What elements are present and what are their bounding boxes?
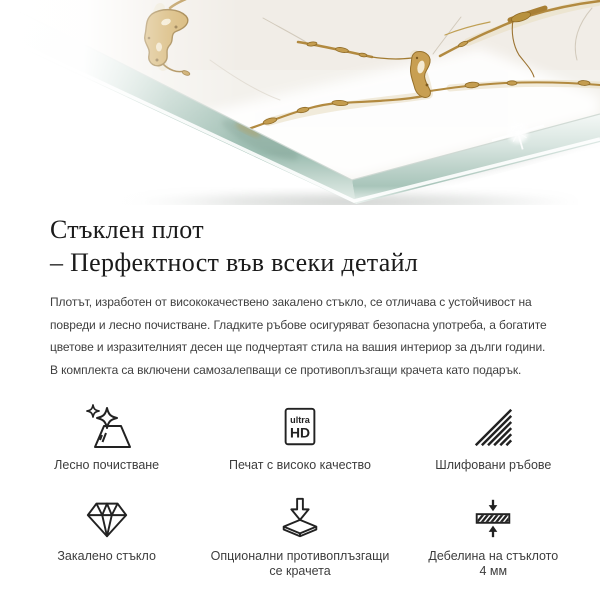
ultra-hd-badge-top: ultra xyxy=(290,415,310,426)
page-title-line-1: Стъклен плот xyxy=(50,215,204,244)
description-line: цветове и изразителният десен ще подчертаят стила на вашия интериор за дълги години. xyxy=(50,340,546,354)
anti-slip-feet-icon xyxy=(277,495,323,541)
left-white-fade xyxy=(0,0,240,205)
ultra-hd-badge-bottom: HD xyxy=(289,424,311,441)
diamond-icon xyxy=(84,495,130,541)
feature-label: Закалено стъкло xyxy=(57,549,156,563)
page-title xyxy=(50,213,570,279)
feature-glass-thickness xyxy=(397,495,590,579)
features-grid xyxy=(10,404,590,579)
feature-label: Опционални противоплъзгащи се крачета xyxy=(210,549,390,578)
glass-thickness-icon xyxy=(470,495,516,541)
product-photo-marble-glass-top xyxy=(0,0,600,205)
feature-label: Печат с високо качество xyxy=(229,458,371,472)
description-line: В комплекта са включени самозалепващи се противоплъзгащи крачета като подарък. xyxy=(50,362,522,377)
feature-label: Дебелина на стъклото 4 мм xyxy=(428,549,559,578)
feature-easy-cleaning xyxy=(10,404,203,473)
feature-label: Лесно почистване xyxy=(54,458,160,472)
product-description-section xyxy=(50,213,570,381)
feature-print-quality xyxy=(203,404,396,473)
feature-anti-slip-feet xyxy=(203,495,396,579)
feature-polished-edges xyxy=(397,404,590,473)
page-title-line-2: – Перфектност във всеки детайл xyxy=(50,248,419,277)
sparkle-clean-icon xyxy=(82,404,132,450)
product-description xyxy=(50,291,570,381)
description-line: повреди и лесно почистване. Гладките ръбове осигуряват безопасна употреба, а богатите xyxy=(50,317,547,332)
description-line: Плотът, изработен от висококачествено закалено стъкло, се отличава с устойчивост на xyxy=(50,295,532,309)
ultra-hd-icon xyxy=(277,404,323,450)
feature-tempered-glass xyxy=(10,495,203,579)
polished-edges-icon xyxy=(470,404,516,450)
feature-label: Шлифовани ръбове xyxy=(435,458,552,472)
